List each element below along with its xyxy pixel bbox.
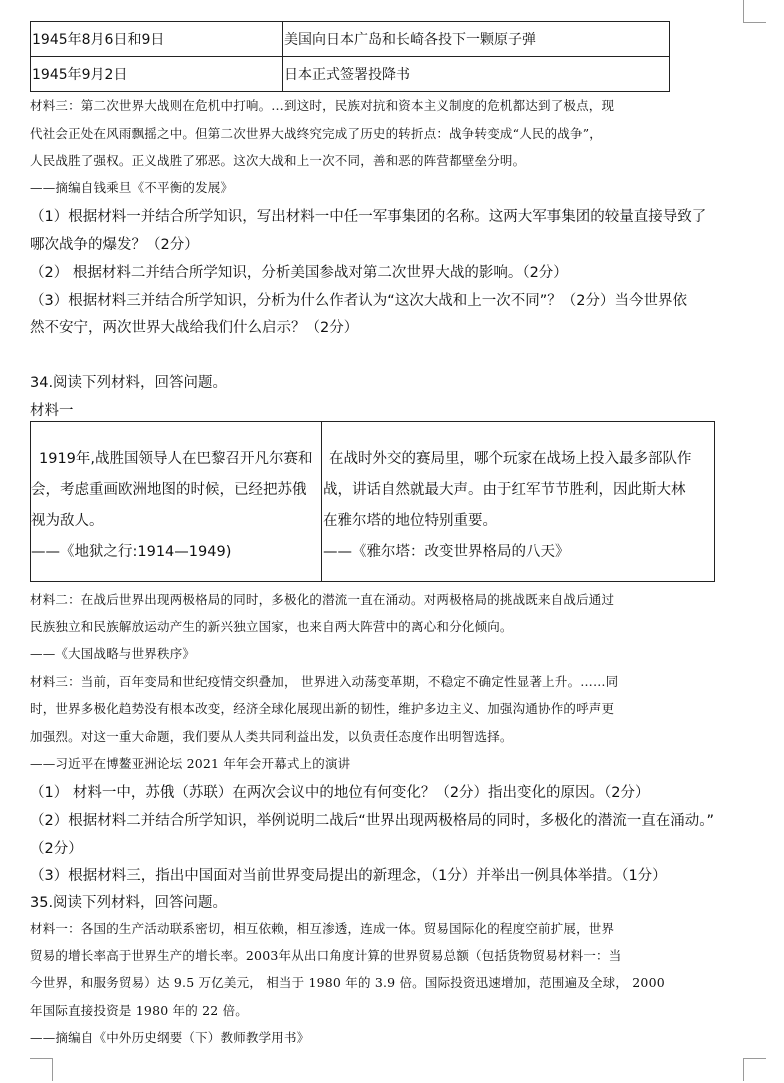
- q33-question2: （2） 根据材料二并结合所学知识，分析美国参战对第二次世界大战的影响。（2分）: [30, 265, 568, 281]
- q34-material3-source: ——习近平在博鳌亚洲论坛 2021 年年会开幕式上的演讲: [30, 756, 351, 771]
- q34-material3-line1: 材料三：当前，百年变局和世纪疫情交织叠加， 世界进入动荡变革期，不稳定不确定性显著上升。……同: [30, 674, 619, 689]
- table-row: [31, 22, 670, 57]
- q34-material1-right-cell: [323, 444, 713, 568]
- table-divider: [321, 422, 322, 581]
- q34-question1: （1） 材料一中，苏俄（苏联）在两次会议中的地位有何变化？（2分）指出变化的原因。（2分）: [30, 785, 650, 801]
- cell-text-line: 视为敌人。: [31, 513, 104, 529]
- q33-material3-line1: 材料三：第二次世界大战则在危机中打响。…到这时，民族对抗和资本主义制度的危机都达到了极点，现: [30, 98, 615, 113]
- q35-material1-line3: 今世界，和服务贸易）达 9.5 万亿美元， 相当于 1980 年的 3.9 倍。国际投资迅速增加，范围遍及全球， 2000: [30, 975, 665, 990]
- corner-mark-bottom-right: [743, 1058, 766, 1081]
- q34-heading: 34.阅读下列材料，回答问题。: [30, 375, 228, 391]
- q34-material3-line2: 时，世界多极化趋势没有根本改变，经济全球化展现出新的韧性，维护多边主义、加强沟通协作的呼声更: [30, 701, 615, 716]
- cell-text-line: 在战时外交的赛局里，哪个玩家在战场上投入最多部队作: [329, 451, 692, 467]
- table-cell-date: 1945年8月6日和9日: [31, 22, 283, 57]
- q35-material1-line4: 年国际直接投资是 1980 年的 22 倍。: [30, 1003, 249, 1018]
- q35-material1-line1: 材料一：各国的生产活动联系密切，相互依赖，相互渗透，连成一体。贸易国际化的程度空前扩展，世界: [30, 921, 615, 936]
- cell-text-line: 在雅尔塔的地位特别重要。: [323, 513, 497, 529]
- q33-material3-line2: 代社会正处在风雨飘摇之中。但第二次世界大战终究完成了历史的转折点：战争转变成“人民的战争”，: [30, 126, 602, 141]
- q33-question1-line2: 哪次战争的爆发？（2分）: [30, 237, 199, 253]
- table-row: [31, 57, 670, 92]
- q34-material2-line2: 民族独立和民族解放运动产生的新兴独立国家，也来自两大阵营中的离心和分化倾向。: [30, 619, 513, 634]
- table-cell-event: 美国向日本广岛和长崎各投下一颗原子弹: [283, 22, 670, 57]
- q35-heading: 35.阅读下列材料，回答问题。: [30, 895, 228, 911]
- table-cell-event: 日本正式签署投降书: [283, 57, 670, 92]
- q35-material1-source: ——摘编自《中外历史纲要（下）教师教学用书》: [30, 1030, 310, 1045]
- q34-question2-line1: （2）根据材料二并结合所学知识，举例说明二战后“世界出现两极格局的同时，多极化的潜流一直在涌动。”: [30, 813, 714, 829]
- q34-question3: （3）根据材料三，指出中国面对当前世界变局提出的新理念，（1分）并举出一例具体举措。（1分）: [30, 868, 667, 884]
- q34-question2-line2: （2分）: [30, 841, 83, 857]
- q33-question3-line1: （3）根据材料三并结合所学知识，分析为什么作者认为“这次大战和上一次不同”？（2分）当今世界依: [30, 293, 687, 309]
- cell-text-line: 1919年,战胜国领导人在巴黎召开凡尔赛和: [39, 451, 313, 467]
- q34-material1-table: [30, 421, 715, 582]
- cell-source: ——《雅尔塔：改变世界格局的八天》: [323, 544, 570, 560]
- cell-source: ——《地狱之行:1914—1949): [31, 544, 232, 560]
- q34-material1-left-cell: [31, 444, 321, 568]
- table-cell-date: 1945年9月2日: [31, 57, 283, 92]
- cell-text-line: 战，讲话自然就最大声。由于红军节节胜利，因此斯大林: [323, 482, 686, 498]
- q34-material2-line1: 材料二：在战后世界出现两极格局的同时，多极化的潜流一直在涌动。对两极格局的挑战既来自战后通过: [30, 592, 615, 607]
- q33-material3-line3: 人民战胜了强权。正义战胜了邪恶。这次大战和上一次不同，善和恶的阵营都壁垒分明。: [30, 153, 526, 168]
- q33-question1-line1: （1）根据材料一并结合所学知识，写出材料一中任一军事集团的名称。这两大军事集团的较量直接导致了: [30, 209, 707, 225]
- q35-material1-line2: 贸易的增长率高于世界生产的增长率。2003年从出口角度计算的世界贸易总额（包括货物贸易材料一：当: [30, 948, 622, 963]
- q33-material3-source: ——摘编自钱乘旦《不平衡的发展》: [30, 180, 234, 195]
- corner-mark-bottom-left: [30, 1058, 53, 1081]
- q33-question3-line2: 然不安宁，两次世界大战给我们什么启示？（2分）: [30, 320, 359, 336]
- q34-material2-source: ——《大国战略与世界秩序》: [30, 646, 196, 661]
- q34-material1-label: 材料一: [30, 403, 74, 419]
- cell-text-line: 会，考虑重画欧洲地图的时候，已经把苏俄: [31, 482, 307, 498]
- q34-material3-line3: 加强烈。对这一重大命题，我们要从人类共同利益出发，以负责任态度作出明智选择。: [30, 729, 513, 744]
- corner-mark-top-right: [743, 0, 766, 23]
- events-table: [30, 21, 670, 92]
